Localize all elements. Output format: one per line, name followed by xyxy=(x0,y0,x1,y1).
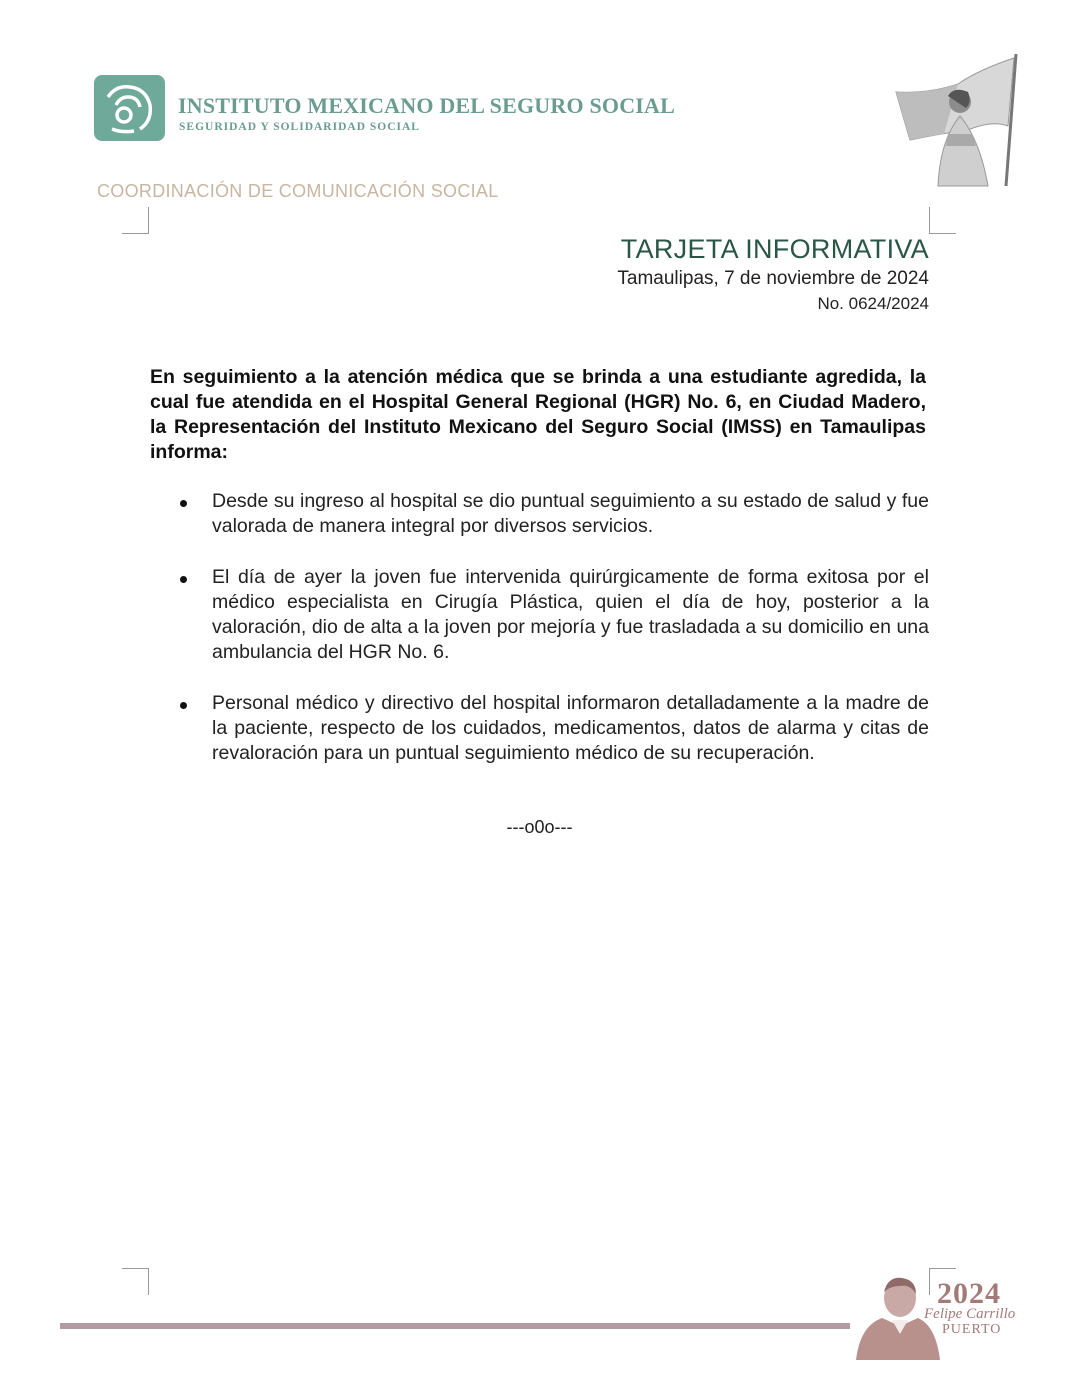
imss-logo-icon xyxy=(94,75,165,141)
intro-paragraph: En seguimiento a la atención médica que se brinda a una estudiante agredida, la cual fue atendida en el Hospital General Regional (HGR) No. 6, en Ciudad Madero, la Representación del Instituto Mexicano del Seguro Social (IMSS) en Tamaulipas informa: xyxy=(150,366,926,463)
corner-mark-top-left xyxy=(122,207,149,234)
corner-mark-top-right xyxy=(929,207,956,234)
footer-divider xyxy=(60,1323,850,1329)
closing-mark: ---o0o--- xyxy=(506,817,573,837)
bullet-text: Desde su ingreso al hospital se dio puntual seguimiento a su estado de salud y fue valorada de manera integral por diversos servicios. xyxy=(212,490,929,537)
bullet-text: El día de ayer la joven fue intervenida quirúrgicamente de forma exitosa por el médico especialista en Cirugía Plástica, quien el día de hoy, posterior a la valoración, dio de alta a la joven por mejoría y fue trasladada a su domicilio en una ambulancia del HGR No. 6. xyxy=(212,566,929,663)
footer-year: 2024 xyxy=(937,1277,1001,1310)
document-date: Tamaulipas, 7 de noviembre de 2024 xyxy=(617,268,929,289)
bullet-icon xyxy=(180,702,187,709)
bullet-list xyxy=(150,489,929,792)
footer-surname: PUERTO xyxy=(942,1322,1002,1337)
org-subtitle: SEGURIDAD Y SOLIDARIDAD SOCIAL xyxy=(179,121,420,133)
flag-woman-illustration-icon xyxy=(888,50,1028,190)
document-number: No. 0624/2024 xyxy=(817,294,929,313)
bullet-icon xyxy=(180,500,187,507)
corner-mark-bottom-left xyxy=(122,1268,149,1295)
document-title: TARJETA INFORMATIVA xyxy=(620,234,929,264)
list-item xyxy=(150,565,929,665)
footer-name: Felipe Carrillo xyxy=(924,1306,1016,1322)
bullet-icon xyxy=(180,576,187,583)
org-name: INSTITUTO MEXICANO DEL SEGURO SOCIAL xyxy=(178,93,676,118)
list-item xyxy=(150,489,929,539)
bullet-text: Personal médico y directivo del hospital informaron detalladamente a la madre de la paciente, respecto de los cuidados, medicamentos, datos de alarma y citas de revaloración para un puntual seguimiento médico de su recuperación. xyxy=(212,692,929,764)
department-label: COORDINACIÓN DE COMUNICACIÓN SOCIAL xyxy=(97,181,499,201)
list-item xyxy=(150,691,929,766)
